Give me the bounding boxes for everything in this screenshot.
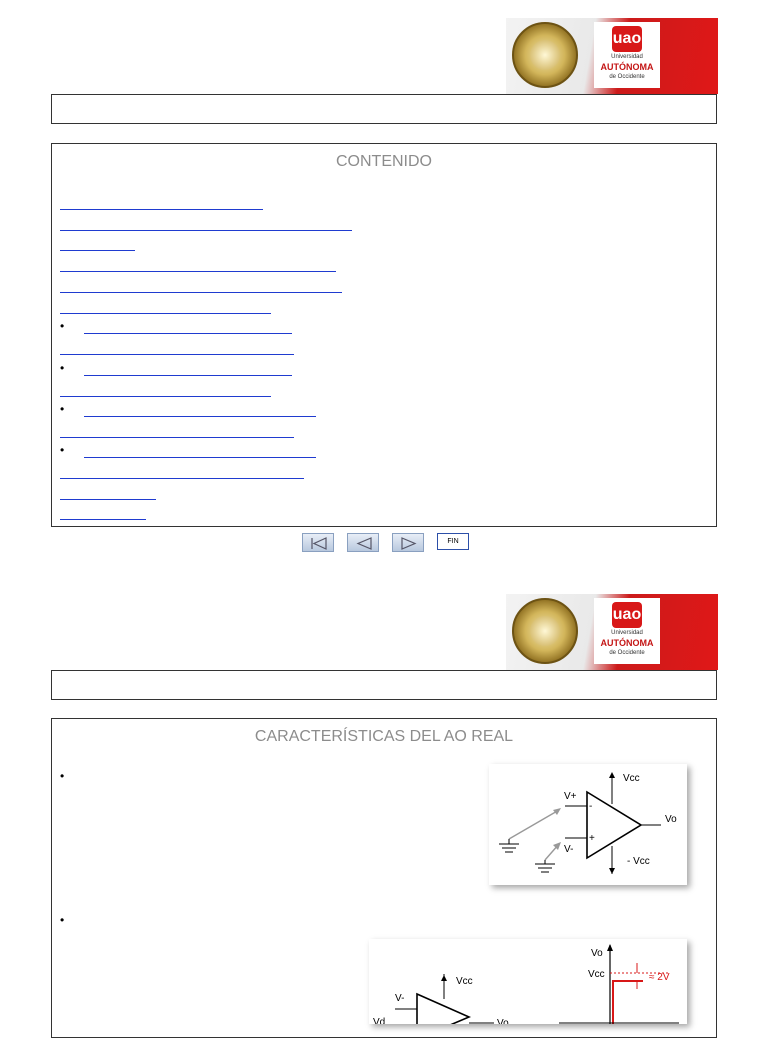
uao-mark-2: uao	[612, 602, 642, 628]
contents-link-8[interactable]	[60, 354, 294, 355]
uao-text-3b: de Occidente	[609, 650, 645, 656]
contents-link-7[interactable]	[84, 333, 292, 334]
previous-page-icon	[348, 534, 380, 553]
contents-link-5[interactable]	[60, 292, 342, 293]
fig1-vplus: V+	[564, 791, 577, 802]
fig1-minus: -	[589, 801, 593, 812]
first-page-button[interactable]	[302, 533, 334, 552]
contents-link-12[interactable]	[60, 437, 294, 438]
opamp-diagram-2	[369, 939, 687, 1024]
fig1-plus: +	[589, 833, 595, 844]
fig2-graph-vo: Vo	[591, 948, 603, 959]
opamp-figure-1	[489, 764, 687, 885]
seal-icon	[512, 22, 578, 88]
first-page-icon	[303, 534, 335, 553]
uao-logo-card-2	[594, 598, 660, 664]
previous-page-button[interactable]	[347, 533, 379, 552]
contents-link-4[interactable]	[60, 271, 336, 272]
fig1-negvcc: - Vcc	[627, 856, 650, 867]
uao-text-1: Universidad	[611, 54, 643, 60]
uao-text-3: de Occidente	[609, 74, 645, 80]
slide-title-bar-2	[51, 670, 717, 700]
contents-link-15[interactable]	[60, 499, 156, 500]
fig2-graph-vcc: Vcc	[588, 969, 605, 980]
contents-link-10[interactable]	[60, 396, 271, 397]
uao-logo-card	[594, 22, 660, 88]
contents-link-14[interactable]	[60, 478, 304, 479]
uao-text-2b: AUTÓNOMA	[600, 638, 654, 648]
opamp-figure-2	[369, 939, 687, 1024]
fig2-vcc: Vcc	[456, 976, 473, 987]
contents-link-13[interactable]	[84, 457, 316, 458]
contents-link-3[interactable]	[60, 250, 135, 251]
bullet-2: •	[60, 361, 65, 375]
contents-link-11[interactable]	[84, 416, 316, 417]
fig1-vminus: V-	[564, 844, 574, 855]
uao-mark: uao	[612, 26, 642, 52]
contents-link-1[interactable]	[60, 209, 263, 210]
fig2-vo: Vo	[497, 1018, 509, 1024]
contents-link-16[interactable]	[60, 519, 146, 520]
university-logo-2	[506, 594, 718, 670]
fig2-approx: ≈ 2V	[649, 972, 670, 983]
seal-icon-2	[512, 598, 578, 664]
next-page-button[interactable]	[392, 533, 424, 552]
university-logo	[506, 18, 718, 94]
fig2-vminus: V-	[395, 993, 405, 1004]
uao-text-2: AUTÓNOMA	[600, 62, 654, 72]
uao-text-1b: Universidad	[611, 630, 643, 636]
bullet-b: •	[60, 913, 65, 927]
contents-link-2[interactable]	[60, 230, 352, 231]
contents-box	[51, 143, 717, 527]
characteristics-title: CARACTERÍSTICAS DEL AO REAL	[254, 728, 514, 745]
slide-title-bar	[51, 94, 717, 124]
contents-link-9[interactable]	[84, 375, 292, 376]
contents-link-6[interactable]	[60, 313, 271, 314]
next-page-icon	[393, 534, 425, 553]
fig1-vo: Vo	[665, 814, 677, 825]
bullet-4: •	[60, 443, 65, 457]
fig1-vcc: Vcc	[623, 773, 640, 784]
contents-title: CONTENIDO	[336, 153, 432, 170]
bullet-1: •	[60, 319, 65, 333]
fin-button[interactable]: FIN	[437, 533, 469, 550]
bullet-3: •	[60, 402, 65, 416]
bullet-a: •	[60, 769, 65, 783]
opamp-diagram-1	[489, 764, 687, 885]
fig2-vd: Vd	[373, 1017, 386, 1024]
